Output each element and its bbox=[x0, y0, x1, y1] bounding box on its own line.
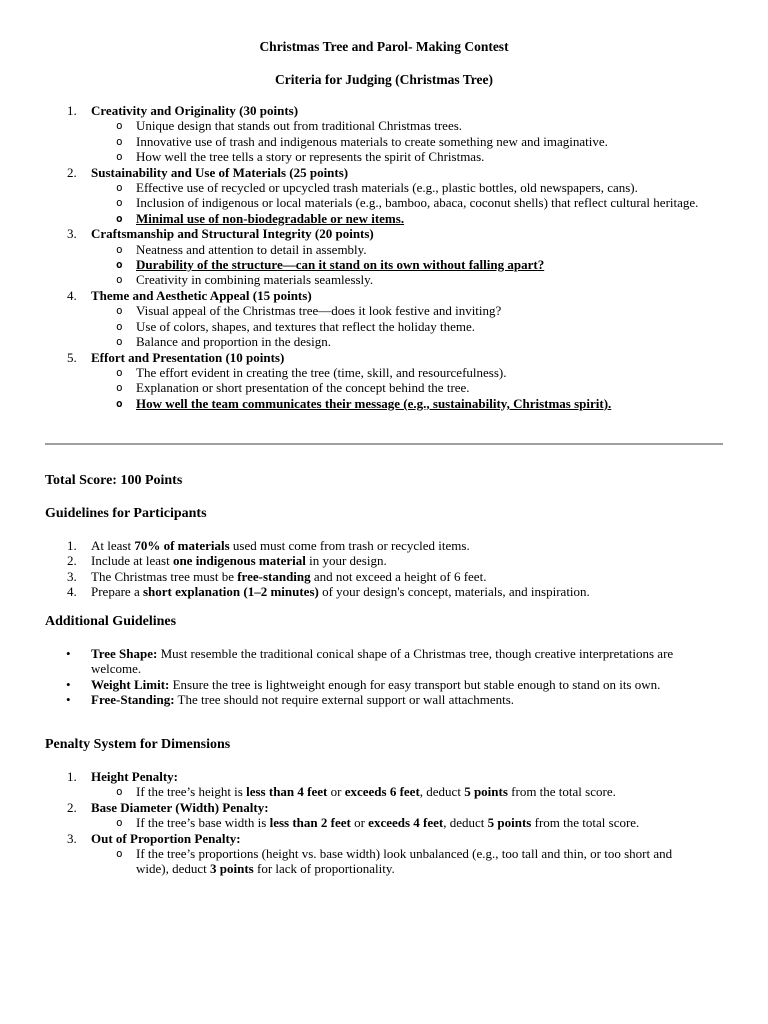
subitem-text: Visual appeal of the Christmas tree—does it look festive and inviting? bbox=[136, 303, 502, 319]
sub-marker: o bbox=[116, 335, 123, 349]
criterion-subitem bbox=[0, 365, 768, 380]
subitem-text: Minimal use of non-biodegradable or new items. bbox=[136, 210, 405, 226]
additional-label: Free-Standing: bbox=[91, 692, 175, 708]
subitem-text: Creativity in combining materials seamlessly. bbox=[136, 272, 374, 288]
guideline-text: of your design's concept, materials, and inspiration. bbox=[318, 584, 590, 600]
guideline-text: and not exceed a height of 6 feet. bbox=[310, 568, 487, 584]
guideline-text: Include at least bbox=[91, 553, 173, 569]
sub-marker: o bbox=[116, 134, 123, 148]
criterion-subitem bbox=[0, 272, 768, 287]
criterion-heading: Effort and Presentation (10 points) bbox=[91, 349, 285, 365]
criterion-heading: Creativity and Originality (30 points) bbox=[91, 103, 299, 118]
penalty-text: , deduct bbox=[419, 784, 465, 800]
criterion-subitem bbox=[0, 334, 768, 349]
criterion-heading: Craftsmanship and Structural Integrity (20 points) bbox=[91, 226, 374, 242]
subitem-text: Inclusion of indigenous or local materials (e.g., bamboo, abaca, coconut shells) that reflect cultural heritage. bbox=[136, 195, 699, 211]
sub-marker: o bbox=[116, 211, 123, 225]
penalty-detail bbox=[0, 815, 768, 830]
guidelines-heading: Guidelines for Participants bbox=[45, 506, 207, 521]
criterion-number: 5. bbox=[67, 349, 77, 365]
guideline-emphasis: short explanation (1–2 minutes) bbox=[142, 584, 319, 600]
guideline-number: 3. bbox=[67, 568, 77, 584]
subitem-text: Durability of the structure—can it stand on its own without falling apart? bbox=[136, 257, 545, 273]
penalty-emphasis: exceeds 6 feet bbox=[344, 784, 420, 800]
guideline-item bbox=[0, 538, 768, 553]
sub-marker: o bbox=[116, 304, 123, 318]
sub-marker: o bbox=[116, 365, 123, 379]
criterion-subitem bbox=[0, 396, 768, 411]
criterion-subitem bbox=[0, 242, 768, 257]
additional-label: Tree Shape: bbox=[91, 646, 158, 661]
penalty-text: from the total score. bbox=[507, 784, 616, 800]
subitem-text: Use of colors, shapes, and textures that reflect the holiday theme. bbox=[136, 318, 475, 334]
penalty-item-height bbox=[0, 769, 768, 784]
subitem-text: How well the team communicates their message (e.g., sustainability, Christmas spirit). bbox=[136, 395, 612, 411]
criterion-1 bbox=[0, 103, 768, 118]
guideline-text: The Christmas tree must be bbox=[91, 568, 238, 584]
penalty-number: 1. bbox=[67, 769, 77, 784]
penalty-number: 2. bbox=[67, 799, 77, 815]
guideline-text: in your design. bbox=[305, 553, 387, 569]
guideline-emphasis: free-standing bbox=[237, 568, 311, 584]
subitem-text: The effort evident in creating the tree (time, skill, and resourcefulness). bbox=[136, 364, 507, 380]
criterion-number: 2. bbox=[67, 164, 77, 180]
penalty-item-width bbox=[0, 800, 768, 815]
total-score-heading: Total Score: 100 Points bbox=[45, 473, 183, 488]
guideline-item bbox=[0, 569, 768, 584]
subitem-text: Effective use of recycled or upcycled trash materials (e.g., plastic bottles, old newspapers, cans). bbox=[136, 180, 638, 196]
penalty-heading: Penalty System for Dimensions bbox=[45, 737, 231, 752]
guideline-number: 4. bbox=[67, 584, 77, 600]
sub-marker: o bbox=[116, 816, 123, 830]
criterion-number: 3. bbox=[67, 226, 77, 242]
criterion-heading: Theme and Aesthetic Appeal (15 points) bbox=[91, 287, 312, 303]
sub-marker: o bbox=[116, 150, 123, 164]
bullet-icon: • bbox=[66, 692, 71, 708]
penalty-text: or bbox=[327, 784, 345, 800]
penalty-item-proportion bbox=[0, 831, 768, 846]
penalty-title: Out of Proportion Penalty: bbox=[91, 830, 241, 846]
additional-item bbox=[0, 677, 768, 692]
penalty-emphasis: 3 points bbox=[210, 861, 254, 877]
penalty-emphasis: 5 points bbox=[487, 815, 532, 831]
penalty-text: for lack of proportionality. bbox=[253, 861, 395, 877]
sub-marker: o bbox=[116, 396, 123, 410]
guideline-item bbox=[0, 584, 768, 599]
penalty-title: Base Diameter (Width) Penalty: bbox=[91, 799, 269, 815]
guideline-number: 1. bbox=[67, 538, 77, 553]
additional-guidelines-heading: Additional Guidelines bbox=[45, 614, 177, 629]
guideline-item bbox=[0, 553, 768, 568]
sub-marker: o bbox=[116, 847, 123, 861]
criterion-subitem bbox=[0, 134, 768, 149]
penalty-emphasis: less than 2 feet bbox=[269, 815, 351, 831]
sub-marker: o bbox=[116, 785, 123, 799]
penalty-text: , deduct bbox=[443, 815, 488, 831]
penalty-text: from the total score. bbox=[531, 815, 640, 831]
guideline-text: used must come from trash or recycled items. bbox=[229, 538, 470, 553]
subitem-text: Unique design that stands out from traditional Christmas trees. bbox=[136, 118, 463, 134]
bullet-icon: • bbox=[66, 676, 71, 692]
criterion-subitem bbox=[0, 303, 768, 318]
additional-label: Weight Limit: bbox=[91, 676, 170, 692]
criterion-subitem bbox=[0, 118, 768, 133]
sub-marker: o bbox=[116, 319, 123, 333]
bullet-icon: • bbox=[66, 646, 71, 661]
guideline-emphasis: 70% of materials bbox=[134, 538, 230, 553]
horizontal-divider bbox=[45, 443, 723, 445]
criterion-number: 4. bbox=[67, 287, 77, 303]
subitem-text: Neatness and attention to detail in assembly. bbox=[136, 241, 367, 257]
penalty-text: If the tree’s base width is bbox=[136, 815, 270, 831]
subitem-text: Balance and proportion in the design. bbox=[136, 334, 331, 350]
sub-marker: o bbox=[116, 242, 123, 256]
criterion-subitem bbox=[0, 380, 768, 395]
document-title: Christmas Tree and Parol- Making Contest bbox=[259, 39, 509, 54]
criteria-title: Criteria for Judging (Christmas Tree) bbox=[275, 72, 493, 87]
additional-guidelines-list bbox=[0, 646, 768, 708]
sub-marker: o bbox=[116, 273, 123, 287]
sub-marker: o bbox=[116, 381, 123, 395]
penalty-emphasis: less than 4 feet bbox=[246, 784, 328, 800]
additional-item bbox=[0, 646, 768, 677]
criterion-subitem bbox=[0, 211, 768, 226]
guideline-text: At least bbox=[91, 538, 135, 553]
criterion-number: 1. bbox=[67, 103, 77, 118]
criterion-subitem bbox=[0, 180, 768, 195]
criterion-2 bbox=[0, 165, 768, 180]
additional-text: The tree should not require external support or wall attachments. bbox=[174, 692, 515, 708]
guideline-emphasis: one indigenous material bbox=[172, 553, 306, 569]
additional-text: Must resemble the traditional conical shape of a Christmas tree, though creative interpretations are welcome. bbox=[91, 646, 674, 677]
subitem-text: Innovative use of trash and indigenous materials to create something new and imaginative. bbox=[136, 133, 608, 149]
penalty-text: If the tree’s height is bbox=[136, 784, 247, 800]
guideline-number: 2. bbox=[67, 553, 77, 569]
penalty-title: Height Penalty: bbox=[91, 769, 179, 784]
criterion-subitem bbox=[0, 257, 768, 272]
criterion-heading: Sustainability and Use of Materials (25 points) bbox=[91, 164, 349, 180]
penalty-detail bbox=[0, 846, 768, 877]
sub-marker: o bbox=[116, 196, 123, 210]
criterion-3 bbox=[0, 226, 768, 241]
sub-marker: o bbox=[116, 258, 123, 272]
criterion-subitem bbox=[0, 149, 768, 164]
penalty-text: If the tree’s proportions (height vs. base width) look unbalanced (e.g., too tall and thin, or too short and wide), deduct bbox=[136, 846, 673, 877]
criteria-list bbox=[0, 103, 768, 411]
penalty-emphasis: 5 points bbox=[464, 784, 508, 800]
guidelines-list bbox=[0, 538, 768, 600]
sub-marker: o bbox=[116, 181, 123, 195]
penalty-text: or bbox=[350, 815, 369, 831]
penalty-list bbox=[0, 769, 768, 877]
criterion-4 bbox=[0, 288, 768, 303]
penalty-emphasis: exceeds 4 feet bbox=[368, 815, 444, 831]
penalty-detail bbox=[0, 784, 768, 799]
additional-text: Ensure the tree is lightweight enough for easy transport but stable enough to stand on its own. bbox=[169, 676, 661, 692]
criterion-5 bbox=[0, 350, 768, 365]
additional-item bbox=[0, 692, 768, 707]
criterion-subitem bbox=[0, 195, 768, 210]
sub-marker: o bbox=[116, 119, 123, 133]
subitem-text: Explanation or short presentation of the concept behind the tree. bbox=[136, 380, 470, 396]
subitem-text: How well the tree tells a story or represents the spirit of Christmas. bbox=[136, 149, 485, 165]
guideline-text: Prepare a bbox=[91, 584, 143, 600]
penalty-number: 3. bbox=[67, 830, 77, 846]
criterion-subitem bbox=[0, 319, 768, 334]
